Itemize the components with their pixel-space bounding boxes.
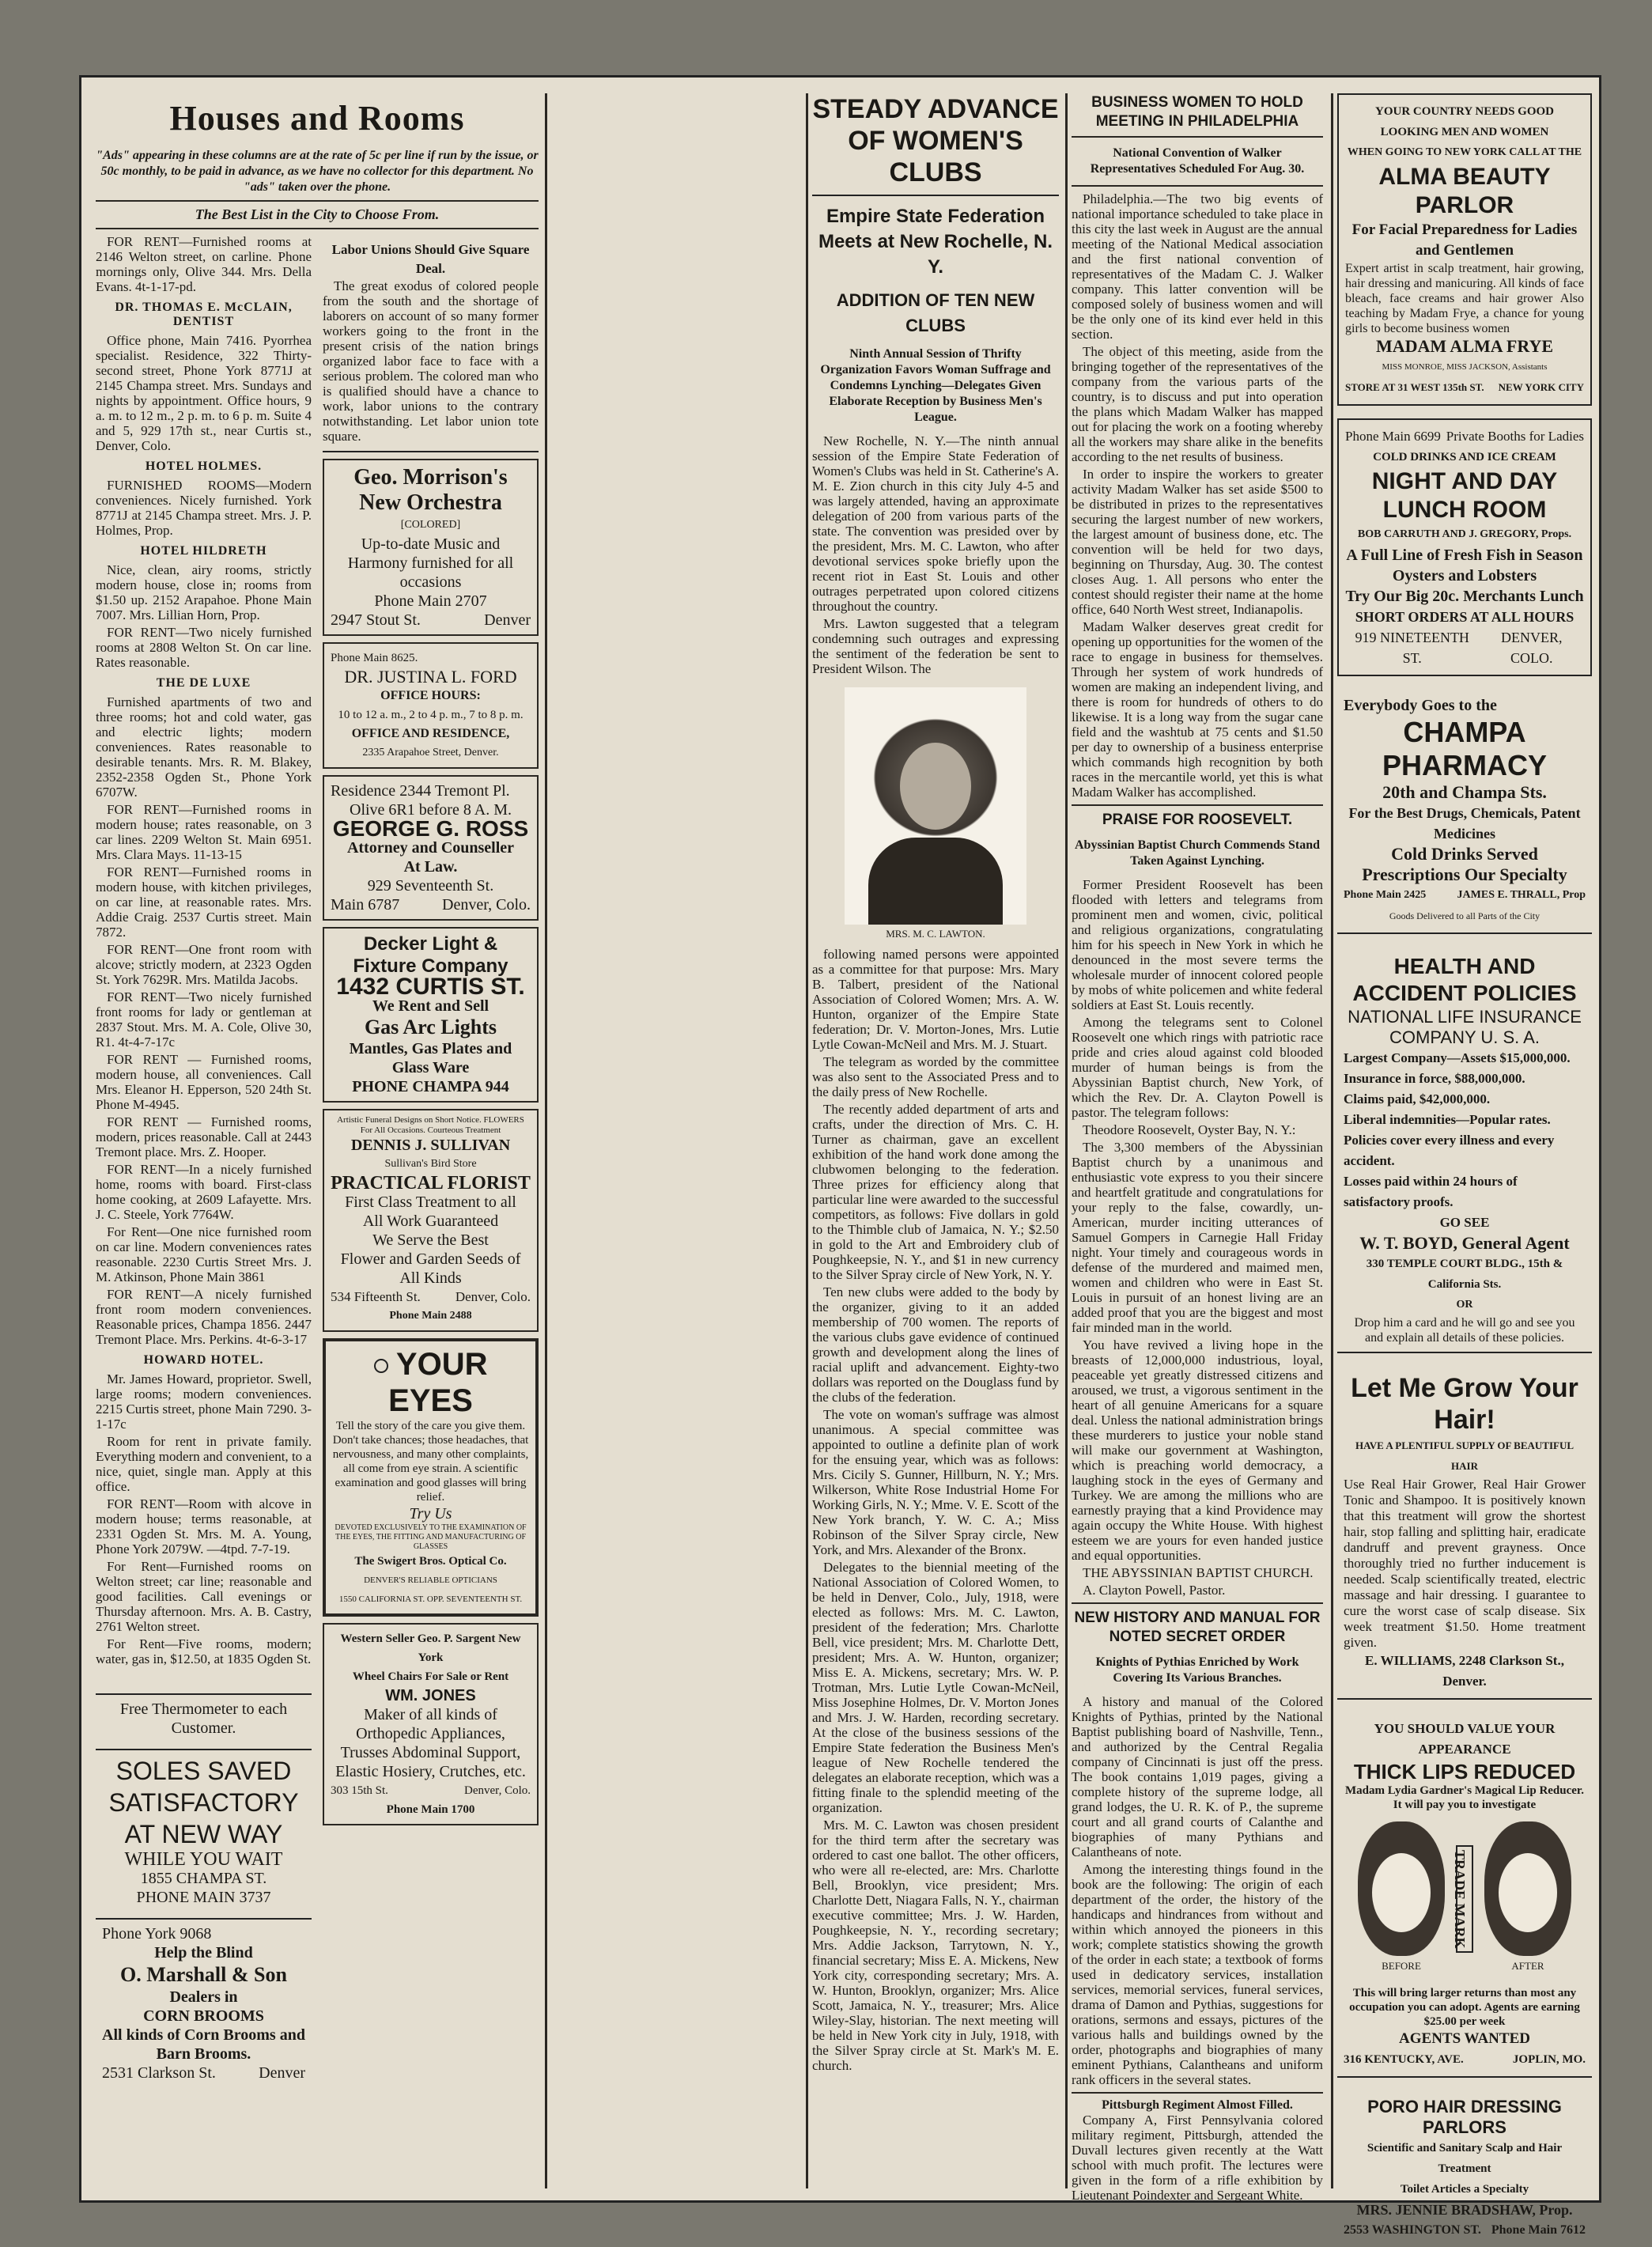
dr-ford-ad: Phone Main 8625. DR. JUSTINA L. FORD OFFICE HOURS: 10 to 12 a. m., 2 to 4 p. m., 7 to 8 p. m. OFFICE AND RESIDENCE, 2335 Arapahoe Street, Denver. <box>323 642 539 769</box>
your-eyes-ad: YOUR EYES Tell the story of the care you give them. Don't take chances; those headaches, that nervousness, and many other complaints, all come from eye strain. A scientific examination and good glasses will bring relief. Try Us DEVOTED EXCLUSIVELY TO THE EXAMINATION OF THE EYES, THE FITTING AND MANUFACTURING OF GLASSES The Swigert Bros. Optical Co. DENVER'S RELIABLE OPTICIANS 1550 CALIFORNIA ST. OPP. SEVENTEENTH ST. <box>323 1338 539 1617</box>
masthead-houses-rooms: Houses and Rooms <box>169 99 465 138</box>
after-portrait <box>1484 1821 1571 1956</box>
lip-reducer-ad: YOU SHOULD VALUE YOUR APPEARANCE THICK LIPS REDUCED Madam Lydia Gardner's Magical Lip Reducer. It will pay you to investigate BEFORE TRADE MARK AFTER This will bring larger returns than most any occupation you can adopt. Agents are earning $25.00 per week AGENTS WANTED 316 KENTUCKY, AVE. JOPLIN, MO. <box>1337 1712 1592 2078</box>
listing-item: For Rent—Five rooms, modern; water, gas in, $12.50, at 1835 Ogden St. <box>96 1636 312 1666</box>
article-paragraph: In order to inspire the workers to greater activity Madam Walker has set aside $500 to be distributed in prizes to the representatives securing the largest number of new workers, the largest amount of business done, etc. The convention will be held for two days, beginning on Thursday, Aug. 30. The contest closes Aug. 1. All persons who enter the contest should register their name at the home office, 640 North West street, Indianapolis. <box>1072 467 1323 617</box>
lunch-room-ad: Phone Main 6699 Private Booths for Ladies COLD DRINKS AND ICE CREAM NIGHT AND DAY LUNCH ROOM BOB CARRUTH AND J. GREGORY, Props. A Full Line of Fresh Fish in Season Oysters and Lobsters Try Our Big 20c. Merchants Lunch SHORT ORDERS AT ALL HOURS 919 NINETEENTH ST. DENVER, COLO. <box>1337 418 1592 676</box>
listing-item: Office phone, Main 7416. Pyorrhea specialist. Residence, 322 Thirty-second street, Phone York 8771J at 2145 Champa street. Mrs. Sundays and nights by appointment. Office hours, 9 a. m. to 12 m., 2 p. m. to 6 p. m. Suite 4 and 5, 929 17th st., near Curtis st., Denver, Colo. <box>96 333 312 453</box>
listing-item: For Rent—Furnished rooms on Welton street; car line; reasonable and good facilities. Call evenings or Thursday afternoon. Mrs. A. B. Castry, 2761 Welton street. <box>96 1559 312 1634</box>
listing-item: FURNISHED ROOMS—Modern conveniences. Nicely furnished. York 8771J at 2145 Champa street. Mrs. J. P. Holmes, Prop. <box>96 478 312 538</box>
sullivan-florist-ad: Artistic Funeral Designs on Short Notice. FLOWERS For All Occasions. Courteous Treatment DENNIS J. SULLIVAN Sullivan's Bird Store PRACTICAL FLORIST First Class Treatment to all All Work Guaranteed We Serve the Best Flower and Garden Seeds of All Kinds 534 Fifteenth St. Denver, Colo. Phone Main 2488 <box>323 1109 539 1332</box>
listing-item: Nice, clean, airy rooms, strictly modern house, close in; rooms from $1.50 up. 2152 Arapahoe. Phone Main 7007. Mrs. Lillian Horn, Prop. <box>96 562 312 622</box>
column-womens-clubs: STEADY ADVANCE OF WOMEN'S CLUBS Empire State Federation Meets at New Rochelle, N. Y. ADDITION OF TEN NEW CLUBS Ninth Annual Session of Thrifty Organization Favors Woman Suffrage and Condemns Lynching—Delegates Given Elaborate Reception by Business Men's League. New Rochelle, N. Y.—The ninth annual session of the Empire State Federation of Women's Clubs was held in St. Catherine's A. M. E. Zion church in this city July 4-5 and was largely attended, having an approximate delegation of 200 from various parts of the state. The convention was presided over by the president, Mrs. M. C. Lawton, who after devotional services spoke briefly upon the recent riot in East St. Louis and other outrages perpetrated upon colored citizens throughout the country. Mrs. Lawton suggested that a telegram condemning such outrages and expressing the sentiment of the federation be sent to President Wilson. The MRS. M. C. LAWTON. following named persons were appointed as a committee for that purpose: Mrs. Mary B. Talbert, president of the National Association of Colored Women; Mrs. A. W. Hunton, organizer of the Empire State federation; Dr. V. Morton-Jones, Mrs. Lutie Lytle Cowan-McNeil and Mrs. M. J. Stuart. The telegram as worded by the committee was also sent to the Associated Press and to the daily press of New Rochelle. The recently added department of arts and crafts, under the direction of Mrs. C. H. Turner as chairman, gave an excellent exhibition of the hand work done among the clubwomen belonging to the federation. Three prizes for efficiency along that particular line were awarded to the successful competitors, as follows: Five dollars in gold to the Thimble club of Jamaica, N. Y.; $2.50 in gold to the Art and Embroidery club of Poughkeepsie, N. Y., and $1 in new currency to the Silver Spray circle of New York, N. Y. Ten new clubs were added to the body by the organizer, giving to it an added membership of 700 women. The reports of the various clubs gave evidence of continued growth and development along the lines of racial uplift and advancement. Eighty-two dollars was reported on the Douglass fund by the clubs of the federation. The vote on woman's suffrage was almost unanimous. A special committee was appointed to outline a definite plan of work for the ensuing year, which was as follows: Mrs. Cicily S. Gunner, Hillburn, N. Y.; Mrs. Wilkerson, White Rose Industrial Home For Working Girls, N. Y.; Mme. V. E. Scott of the New York branch, Y. W. C. A.; Miss Robinson of the Silver Spray circle, New York, and Mrs. Alexander of the Bronx. Delegates to the biennial meeting of the National Association of Colored Women, to be held in Denver, Colo., July, 1918, were elected as follows: Mrs. M. C. Lawton, president of the federation; Mrs. Charlotte Bell, vice president; Mrs. M. Charlotte Dett, president; Mrs. A. W. Hunton, organizer; Miss E. A. Mickens, secretary; Mrs. W. P. Trotman, Mrs. Lutie Lytle Cowan-McNeil, Miss Josephine Holmes, Dr. V. Morton Jones and Mrs. J. W. Harden, recording secretary. At the close of the business sessions of the Empire State federation the Business Men's league of New Rochelle tendered the delegates an elaborate reception, which was a fitting finale to the splendid meeting of the organization. Mrs. M. C. Lawton was chosen president for the third term after the secretary was ordered to cast one ballot. The other officers, who were all re-elected, are: Mrs. Charlotte Bell, Brooklyn, vice president; Mrs. Charlotte Dett, Niagara Falls, N. Y., chairman executive committee; Mrs. J. W. Harden, Poughkeepsie, N. Y., recording secretary; Mrs. Addie Jackson, Tarrytown, N. Y., financial secretary; Miss E. A. Mickens, New York city, corresponding secretary; Mrs. A. W. Hunton, Brooklyn, organizer; Mrs. Alice Scott, Jamaica, N. Y., treasurer; Mrs. Alice Wiley-Slay, historian. The next meeting will be held in New York city in July, 1918, with the Silver Spray circle at St. Mark's M. E. church. <box>812 94 1059 2073</box>
ads-column <box>323 234 539 1832</box>
trade-mark-label: TRADE MARK <box>1456 1845 1473 1954</box>
headline-pittsburgh: Pittsburgh Regiment Almost Filled. <box>1102 2098 1293 2112</box>
listing-item: FOR RENT—Furnished rooms in modern house, with kitchen privileges, on car line, at reasonable rates. Mrs. Addie Craig. 2537 Curtis street. Main 7872. <box>96 864 312 940</box>
listing-item: Mr. James Howard, proprietor. Swell, large rooms; modern conveniences. 2215 Curtis street, phone Main 7290. 3-1-17c <box>96 1371 312 1432</box>
soles-saved-ad: SOLES SAVED SATISFACTORY AT NEW WAY WHILE YOU WAIT 1855 CHAMPA ST. PHONE MAIN 3737 <box>96 1749 312 1912</box>
listing-heading: HOTEL HOLMES. <box>145 460 263 473</box>
best-list-heading: The Best List in the City to Choose From. <box>195 206 440 222</box>
article-paragraph: Theodore Roosevelt, Oyster Bay, N. Y.: <box>1083 1122 1296 1137</box>
article-paragraph: You have revived a living hope in the breasts of 12,000,000 industrious, loyal, peaceable yet greatly distressed citizens and aroused, we trust, a vigorous sentiment in the heart of all genuine Americans for a square deal. Unless the national administration brings these murderers to justice your noble stand will make our government at Washington, which is preaching world democracy, a laughing stock in the eyes of Germany and Turkey. We are among the millions who are earnestly praying that a kind Providence may again occupy the White House. With highest esteem we are yours for even handed justice and equal opportunities. <box>1072 1337 1323 1563</box>
article-paragraph: Philadelphia.—The two big events of national importance scheduled to take place in this city the last week in August are the annual meeting of the National Medical association and the first national convention of representatives of the Madam C. J. Walker company. This latter convention will be composed solely of business women and will be the only one of its kind ever held in this section. <box>1072 191 1323 342</box>
newspaper-page <box>79 75 1601 2237</box>
article-paragraph: A history and manual of the Colored Knights of Pythias, printed by the National Baptist publishing board of Nashville, Tenn., and authorized by the Central Regalia company of Cincinnati is just off the press. The book contains 1,019 pages, giving a complete history of the supreme lodge, all grand lodges, the U. R. K. of P., the supreme court and all grand courts of Calanthe and biographies of many Pythians and Calantheans of note. <box>1072 1694 1323 1859</box>
listing-heading: DR. THOMAS E. McCLAIN, DENTIST <box>115 301 293 328</box>
wm-jones-ad: Western Seller Geo. P. Sargent New York Wheel Chairs For Sale or Rent WM. JONES Maker of all kinds of Orthopedic Appliances, Trusses Abdominal Support, Elastic Hosiery, Crutches, etc. 303 15th St. Denver, Colo. Phone Main 1700 <box>323 1623 539 1825</box>
listing-item: FOR RENT—Room with alcove in modern house; terms reasonable, at 2331 Ogden St. Mrs. M. A. Young, Phone York 2079W. —4tpd. 7-7-19. <box>96 1496 312 1557</box>
article-paragraph: The object of this meeting, aside from the bringing together of the representatives of the company from the various parts of the country, is to discuss and put into operation the plans which Madam Walker has mapped out for placing the work on a footing whereby all the workers may share alike in the benefits according to the net results of business. <box>1072 344 1323 464</box>
eye-icon <box>374 1359 388 1373</box>
classified-notice: "Ads" appearing in these columns are at the rate of 5c per line if run by the issue, or 50c monthly, to be paid in advance, as we have no collector for this department. No "ads" taken over the phone. <box>96 149 539 194</box>
poro-parlor-ad: PORO HAIR DRESSING PARLORS Scientific and Sanitary Scalp and Hair Treatment Toilet Articles a Specialty MRS. JENNIE BRADSHAW, Prop. 2553 WASHINGTON ST. Phone Main 7612 <box>1344 2097 1586 2237</box>
george-ross-ad: Residence 2344 Tremont Pl. Olive 6R1 before 8 A. M. GEORGE G. ROSS Attorney and Counseller At Law. 929 Seventeenth St. Main 6787 Denver, Colo. <box>323 775 539 921</box>
listing-item: FOR RENT—Two nicely furnished front rooms for lady or gentleman at 2837 Stout. Mrs. M. A. Cole, Olive 30, R1. 4t-4-7-17c <box>96 989 312 1050</box>
photo-caption: MRS. M. C. LAWTON. <box>886 928 985 940</box>
article-paragraph: The 3,300 members of the Abyssinian Baptist church by a unanimous and enthusiastic vote express to you their sincere and heartfelt gratitude and congratulations for your reply to the false, cowardly, un-American, murder inciting utterances of Samuel Gompers in Carnegie Hall Friday night. Your timely and courageous words in defense of the murdered and maimed men, women and children who were in East St. Louis in pursuit of an honest living are an added proof that you are the biggest and most fair minded man in the world. <box>1072 1140 1323 1335</box>
portrait-lawton <box>845 687 1026 925</box>
headline-roosevelt: PRAISE FOR ROOSEVELT. <box>1102 811 1293 828</box>
grow-hair-ad: Let Me Grow Your Hair! HAVE A PLENTIFUL SUPPLY OF BEAUTIFUL HAIR Use Real Hair Grower, Real Hair Grower Tonic and Shampoo. It is positively known that this treatment will grow the shortest hair, stop falling and splitting hair, eradicate dandruff and prevent grayness. Once thoroughly tried no further inducement is needed. Scalp scientifically treated, electric massage and hair dressing. I guarantee to cure the worst case of scalp disease. Six week treatment $1.50. Home treatment given. E. WILLIAMS, 2248 Clarkson St., Denver. <box>1337 1366 1592 1700</box>
headline-business-women: BUSINESS WOMEN TO HOLD MEETING IN PHILADELPHIA <box>1091 94 1303 130</box>
champa-pharmacy-ad: Everybody Goes to the CHAMPA PHARMACY 20th and Champa Sts. For the Best Drugs, Chemicals, Patent Medicines Cold Drinks Served Prescriptions Our Specialty Phone Main 2425 JAMES E. THRALL, Prop Goods Delivered to all Parts of the City <box>1337 689 1592 934</box>
before-after-illustration: BEFORE TRADE MARK AFTER <box>1344 1821 1586 1977</box>
listing-heading: HOTEL HILDRETH <box>140 544 267 558</box>
listing-heading: THE DE LUXE <box>156 676 251 690</box>
lower-left-ads <box>96 1687 312 2094</box>
article-pythias <box>1072 1694 1323 2087</box>
article-paragraph: Among the telegrams sent to Colonel Roosevelt one which rings with patriotic race pride and cries aloud against cold blooded murder of human beings is from the Abyssinian Baptist church, New York, of which the Rev. Dr. A. Clayton Powell is pastor. The telegram follows: <box>1072 1015 1323 1120</box>
article-paragraph: Madam Walker deserves great credit for opening up opportunities for the women of the race to engage in business for themselves. Through her system of work hundreds of women are making an independent living, and there is room for hundreds of others to do likewise. It is a long way from the sugar cane field and the washtub at 75 cents and $1.50 per day to ownership of a business enterprise which commands high recognition by both races in the mercantile world, yet this is what Madam Walker has accomplished. <box>1072 619 1323 800</box>
before-portrait <box>1358 1821 1445 1956</box>
article-roosevelt <box>1072 877 1323 1598</box>
deck-ten-clubs: ADDITION OF TEN NEW CLUBS <box>836 290 1035 335</box>
article-paragraph: Former President Roosevelt has been flooded with letters and telegrams from prominent men and women, civic, political and religious organizations, congratulating him for his speech in New York in which he denounced in the most severe terms the wholesale murder of innocent colored people by mobs of white policemen and white federal soldiers at East St. Louis recently. <box>1072 877 1323 1012</box>
article-paragraph: Among the interesting things found in the book are the following: The origin of each department of the order, the history of the handicaps and hindrances from without and within which annoyed the pioneers in this work; complete statistics showing the growth of the order in each state; a textbook of forms used in dedicatory services, installation services, memorial services, funeral services, drama of Damon and Pythias, suggestions for orations, sermons and essays, pictures of the various halls and buildings owned by the order, photographs and biographies of many eminent Pythians, Calantheans and uniform rank officers in the several states. <box>1072 1862 1323 2087</box>
listing-item: Furnished apartments of two and three rooms; hot and cold water, gas and electric lights; modern conveniences. Rates reasonable to desirable tenants. Mrs. R. M. Blakey, 2352-2358 Ogden St., Phone York 6707W. <box>96 694 312 800</box>
listing-item: FOR RENT—A nicely furnished front room modern conveniences. Reasonable prices, Champa 1856. 2447 Tremont Place. Mrs. Perkins. 4t-6-3-17 <box>96 1287 312 1347</box>
deck-ninth-session: Ninth Annual Session of Thrifty Organization Favors Woman Suffrage and Condemns Lynching—Delegates Given Elaborate Reception by Business Men's League. <box>820 347 1051 424</box>
listing-item: Room for rent in private family. Everything modern and convenient, to a nice, quiet, single man. Apply at this office. <box>96 1434 312 1494</box>
listing-item: FOR RENT—One front room with alcove; strictly modern, at 2323 Ogden St. York 7629R. Mrs. Matilda Jacobs. <box>96 942 312 987</box>
listing-item: FOR RENT — Furnished rooms, modern house, all conveniences. Call Mrs. Eleanor H. Epperson, 520 24th St. Phone M-4945. <box>96 1052 312 1112</box>
listing-item: FOR RENT—In a nicely furnished home, rooms with board. First-class home cooking, at 2609 Lafayette. Mrs. J. C. Steele, York 7764W. <box>96 1162 312 1222</box>
listing-item: FOR RENT—Furnished rooms at 2146 Welton street, on carline. Phone mornings only, Olive 344. Mrs. Della Evans. 4t-1-17-pd. <box>96 234 312 294</box>
column-classifieds <box>96 93 539 2188</box>
listing-item: FOR RENT—Furnished rooms in modern house; rates reasonable, on 3 car lines. 2209 Welton St. Main 6951. Mrs. Clara Mays. 11-13-15 <box>96 802 312 862</box>
listing-heading: HOWARD HOTEL. <box>143 1353 264 1367</box>
health-accident-ad: HEALTH AND ACCIDENT POLICIES NATIONAL LIFE INSURANCE COMPANY U. S. A. Largest Company—Assets $15,000,000. Insurance in force, $88,000,000. Claims paid, $42,000,000. Liberal indemnities—Popular rates. Policies cover every illness and every accident. Losses paid within 24 hours of satisfactory proofs. GO SEE W. T. BOYD, General Agent 330 TEMPLE COURT BLDG., 15th & California Sts. OR Drop him a card and he will go and see you and explain all details of these policies. <box>1337 947 1592 1353</box>
labor-article: Labor Unions Should Give Square Deal. The great exodus of colored people from the south and the shortage of laborers on account of so many former workers going to the front in the present crisis of the nation brings organized labor face to face with a serious problem. The colored man who is qualified should have a chance to work, labor unions to the contrary notwithstanding. Let labor union tote square. <box>323 240 539 452</box>
listings-column <box>96 234 312 1832</box>
alma-beauty-ad: YOUR COUNTRY NEEDS GOOD LOOKING MEN AND WOMEN WHEN GOING TO NEW YORK CALL AT THE ALMA BEAUTY PARLOR For Facial Preparedness for Ladies and Gentlemen Expert artist in scalp treatment, hair growing, hair dressing and manicuring. All kinds of face bleach, face creams and hair grower Also teaching by Madam Frye, a chance for young girls to become business women MADAM ALMA FRYE MISS MONROE, MISS JACKSON, Assistants STORE AT 31 WEST 135th ST. NEW YORK CITY <box>1337 93 1592 406</box>
column-news: BUSINESS WOMEN TO HOLD MEETING IN PHILADELPHIA National Convention of Walker Representatives Scheduled For Aug. 30. Philadelphia.—The two big events of national importance scheduled to take place in this city the last week in August are the annual meeting of the National Medical association and the first national convention of representatives of the Madam C. J. Walker company. This latter convention will be composed solely of business women and will be the only one of its kind ever held in this section. The object of this meeting, aside from the bringing together of the representatives of the company from the various parts of the country, is to discuss and put into operation the plans which Madam Walker has mapped out for placing the work on a footing whereby all the workers may share alike in the benefits according to the net results of business. In order to inspire the workers to greater activity Madam Walker has set aside $500 to be distributed in prizes to the representatives securing the largest number of new workers, the largest amount of business done, etc. The convention will be held for two days, beginning on Thursday, Aug. 30. The contest closes Aug. 1. All persons who enter the contest should register their name at the home office, 640 North West street, Indianapolis. Madam Walker deserves great credit for opening up opportunities for the women of the race to engage in business for themselves. Through her system of work hundreds of women are making an independent living, and there is room for hundreds of others to do likewise. It is a long way from the sugar cane field and the washtub at 75 cents and $1.50 per day to ownership of a business enterprise which commands high recognition by both races in the mercantile world, yet this is what Madam Walker has accomplished. PRAISE FOR ROOSEVELT. Abyssinian Baptist Church Commends Stand Taken Against Lynching. Former President Roosevelt has been flooded with letters and telegrams from prominent men and women, civic, political and religious organizations, congratulating him for his speech in New York in which he denounced in the most severe terms the wholesale murder of innocent colored people by mobs of white policemen and white federal soldiers at East St. Louis recently. Among the telegrams sent to Colonel Roosevelt one which rings with patriotic race pride and cries aloud against cold blooded murder of human beings is from the Abyssinian Baptist church, New York, of which the Rev. Dr. A. Clayton Powell is pastor. The telegram follows: Theodore Roosevelt, Oyster Bay, N. Y.: The 3,300 members of the Abyssinian Baptist church by a unanimous and enthusiastic vote express to you their sincere and heartfelt gratitude and congratulations for your reply to the false, cowardly, un-American, murder inciting utterances of Samuel Gompers in Carnegie Hall Friday night. Your timely and courageous words in defense of the murdered and maimed men, women and children who were in East St. Louis in pursuit of an honest living are an added proof that you are the biggest and most fair minded man in the world. You have revived a living hope in the breasts of 12,000,000 industrious, loyal, peaceable yet greatly distressed citizens and aroused, we trust, a vigorous sentiment in the heart of all genuine Americans for a square deal. Unless the national administration brings these murderers to justice your noble stand will make our government at Washington, which is preaching world democracy, a laughing stock in the eyes of Germany and Turkey. We are among the millions who are earnestly praying that a kind Providence may again occupy the White House. With highest esteem we are yours for even handed justice and equal opportunities. THE ABYSSINIAN BAPTIST CHURCH. A. Clayton Powell, Pastor. NEW HISTORY AND MANUAL FOR NOTED SECRET ORDER Knights of Pythias Enriched by Work Covering Its Various Branches. A history and manual of the Colored Knights of Pythias, printed by the National Baptist publishing board of Nashville, Tenn., and authorized by the Central Regalia company of Cincinnati is just off the press. The book contains 1,019 pages, giving a complete history of the supreme lodge, all grand lodges, the U. R. K. of P., the supreme court and all grand courts of Calanthe and biographies of many Pythians and Calantheans of note. Among the interesting things found in the book are the following: The origin of each department of the order, the history of the handicaps and hindrances from without and within which annoyed the pioneers in this work; complete statistics showing the growth of the order in each state; a textbook of forms used in dedicatory services, installation services, memorial services, funeral services, drama of Damon and Pythias, suggestions for orations, sermons and essays, pictures of the various halls and buildings owned by the order, photographs and biographies of many eminent Pythians, Calantheans and uniform rank officers in the several states. Pittsburgh Regiment Almost Filled. Company A, First Pennsylvania colored military regiment, Pittsburgh, attended the Duvall lectures given recently at the Watt school with much profit. The lectures were given in the form of a rifle exhibition by Lieutenant Poindexter and Sergeant White. <box>1072 94 1323 2203</box>
article-paragraph: THE ABYSSINIAN BAPTIST CHURCH. <box>1083 1565 1314 1580</box>
thermometer-ad: Free Thermometer to each Customer. <box>96 1693 312 1742</box>
deck-empire-state: Empire State Federation Meets at New Rochelle, N. Y. <box>818 206 1053 278</box>
article-paragraph: A. Clayton Powell, Pastor. <box>1083 1583 1226 1598</box>
column-ads <box>1337 93 1592 2237</box>
article-walker <box>1072 191 1323 800</box>
decker-light-ad: Decker Light & Fixture Company 1432 CURTIS ST. We Rent and Sell Gas Arc Lights Mantles, Gas Plates and Glass Ware PHONE CHAMPA 944 <box>323 927 539 1103</box>
marshall-brooms-ad: Phone York 9068 Help the Blind O. Marshall & Son Dealers in CORN BROOMS All kinds of Corn Brooms and Barn Brooms. 2531 Clarkson St. Denver <box>96 1918 312 2087</box>
listing-item: FOR RENT — Furnished rooms, modern, prices reasonable. Call at 2443 Tremont place. Mrs. Z. Hooper. <box>96 1114 312 1159</box>
headline-pythias: NEW HISTORY AND MANUAL FOR NOTED SECRET ORDER <box>1074 1610 1321 1645</box>
listing-item: FOR RENT—Two nicely furnished rooms at 2808 Welton St. On car line. Rates reasonable. <box>96 625 312 670</box>
morrison-orchestra-ad: Geo. Morrison's New Orchestra [COLORED] Up-to-date Music and Harmony furnished for all occasions Phone Main 2707 2947 Stout St. Denver <box>323 459 539 636</box>
headline-womens-clubs: STEADY ADVANCE OF WOMEN'S CLUBS <box>812 93 1059 196</box>
listing-item: For Rent—One nice furnished room on car line. Modern conveniences rates reasonable. 2230 Curtis Street Mrs. J. M. Atkinson, Phone Main 3861 <box>96 1224 312 1284</box>
